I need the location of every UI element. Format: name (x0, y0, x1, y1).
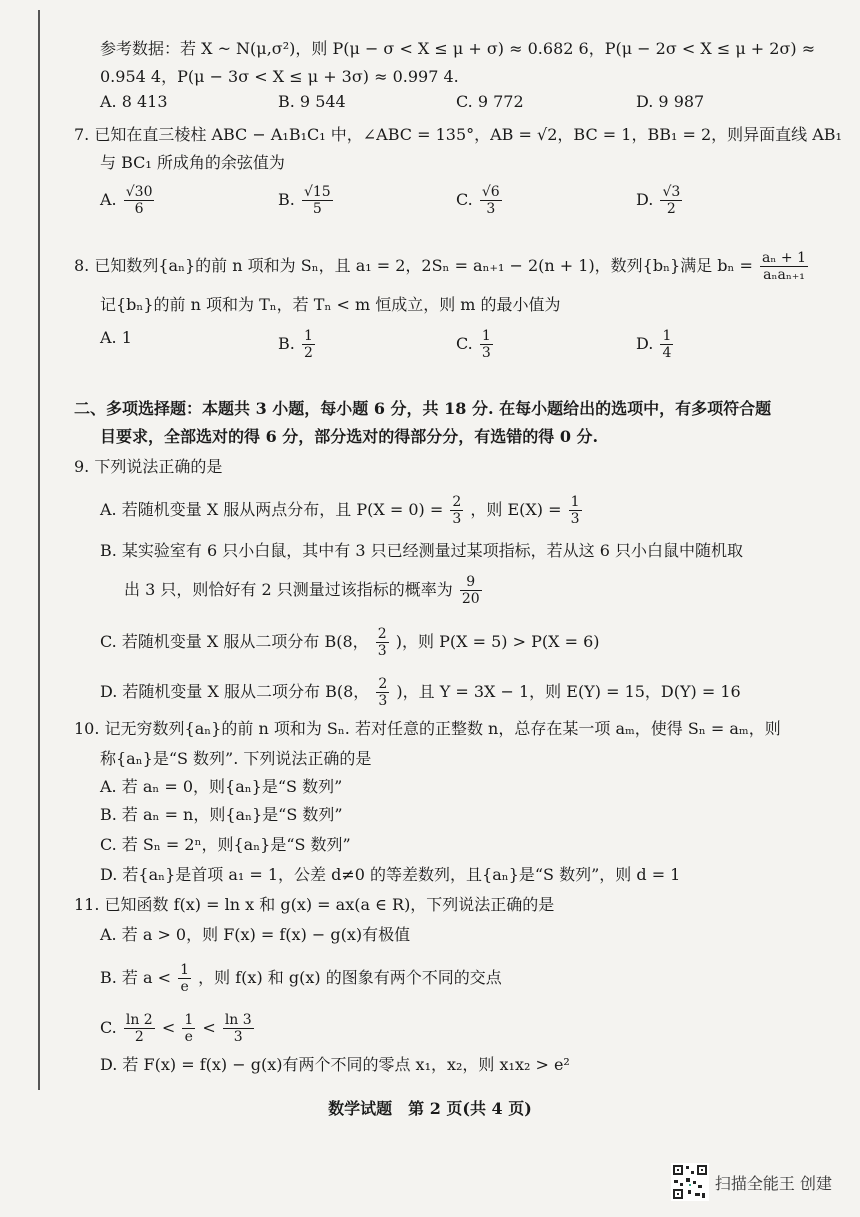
q8-option-b (278, 328, 317, 361)
q11-option-c (100, 1012, 256, 1045)
q7-option-b-fraction (302, 184, 333, 217)
q11-c-label: C. (100, 1018, 117, 1037)
q10-option-a: A. 若 aₙ = 0，则{aₙ}是“S 数列” (100, 777, 343, 796)
numerator: ln 2 (125, 1012, 153, 1028)
numerator: √15 (303, 184, 331, 200)
q11-option-a: A. 若 a > 0，则 F(x) = f(x) − g(x)有极值 (100, 925, 411, 944)
q9-option-c (100, 626, 600, 659)
q6-option-b: B. 9 544 (278, 92, 346, 111)
q8-option-b-fraction (302, 328, 315, 361)
numerator: 2 (452, 494, 462, 510)
numerator: ln 3 (224, 1012, 252, 1028)
numerator: 1 (481, 328, 491, 344)
q7-option-c-label: C. (456, 190, 473, 209)
q8-option-d (636, 328, 675, 361)
denominator: 3 (377, 643, 387, 659)
q8-option-c-fraction (480, 328, 493, 361)
denominator: 2 (134, 1029, 144, 1045)
margin-line (38, 10, 40, 1090)
denominator: 3 (486, 201, 496, 217)
denominator: aₙaₙ₊₁ (763, 267, 805, 283)
q11-title: 11. 已知函数 f(x) = ln x 和 g(x) = ax(a ∈ R)，下列说法正确的是 (74, 895, 555, 914)
q11-b-text-2: ，则 f(x) 和 g(x) 的图象有两个不同的交点 (198, 968, 502, 987)
q9-option-a (100, 494, 584, 527)
q11-option-b (100, 962, 502, 995)
reference-data-line-2: 0.954 4，P(μ − 3σ < X ≤ μ + 3σ) ≈ 0.997 4. (100, 67, 459, 86)
q11-b-fraction (178, 962, 191, 995)
q7-option-a (100, 184, 156, 217)
q8-option-b-label: B. (278, 334, 295, 353)
q9-option-d (100, 676, 741, 709)
q9-c-text-1: C. 若随机变量 X 服从二项分布 B(8， (100, 632, 369, 651)
q9-a-text-1: A. 若随机变量 X 服从两点分布，且 P(X = 0) = (100, 500, 444, 519)
denominator: 3 (481, 345, 491, 361)
denominator: 3 (452, 511, 462, 527)
q11-c-fraction-2 (182, 1012, 195, 1045)
q8-option-c (456, 328, 495, 361)
q8-option-c-label: C. (456, 334, 473, 353)
q9-option-b-line-2 (124, 574, 484, 607)
q7-option-c-fraction (480, 184, 502, 217)
denominator: 20 (461, 591, 480, 607)
numerator: 9 (460, 574, 482, 591)
q8-bn-fraction (760, 250, 808, 283)
scanner-watermark (671, 1163, 832, 1201)
q7-option-a-fraction (124, 184, 155, 217)
q9-b-text: 出 3 只，则恰好有 2 只测量过该指标的概率为 (124, 580, 453, 599)
q7-option-c (456, 184, 504, 217)
section-2-heading-line-1: 二、多项选择题：本题共 3 小题，每小题 6 分，共 18 分. 在每小题给出的选项中，有多项符合题 (74, 399, 772, 418)
q7-stem-line-1: 7. 已知在直三棱柱 ABC − A₁B₁C₁ 中，∠ABC = 135°，AB = √2，BC = 1，BB₁ = 2，则异面直线 AB₁ (74, 125, 842, 144)
denominator: e (180, 979, 189, 995)
denominator: 4 (662, 345, 672, 361)
q9-d-text-1: D. 若随机变量 X 服从二项分布 B(8， (100, 682, 370, 701)
less-than-sign: < (202, 1018, 216, 1037)
watermark-text: 扫描全能王 创建 (714, 1173, 832, 1193)
q8-stem-line-1 (74, 250, 810, 283)
denominator: 6 (134, 201, 144, 217)
q10-option-c: C. 若 Sₙ = 2ⁿ，则{aₙ}是“S 数列” (100, 835, 351, 854)
q11-c-fraction-1 (124, 1012, 155, 1045)
denominator: 3 (233, 1029, 243, 1045)
denominator: 3 (570, 511, 580, 527)
q7-option-b (278, 184, 335, 217)
q9-d-text-2: )，且 Y = 3X − 1，则 E(Y) = 15，D(Y) = 16 (396, 682, 741, 701)
q11-c-fraction-3 (223, 1012, 254, 1045)
q7-stem-line-2: 与 BC₁ 所成角的余弦值为 (100, 153, 285, 172)
q9-a-fraction-1 (450, 494, 463, 527)
page-footer: 数学试题 第 2 页(共 4 页) (328, 1099, 532, 1118)
q6-option-c: C. 9 772 (456, 92, 524, 111)
denominator: 2 (666, 201, 676, 217)
numerator: 1 (303, 328, 313, 344)
q9-a-text-2: ，则 E(X) = (470, 500, 562, 519)
denominator: 5 (312, 201, 322, 217)
q11-b-text-1: B. 若 a < (100, 968, 172, 987)
q8-option-d-label: D. (636, 334, 654, 353)
q11-option-d: D. 若 F(x) = f(x) − g(x)有两个不同的零点 x₁，x₂，则 x₁x₂ > e² (100, 1055, 570, 1074)
denominator: 3 (378, 693, 388, 709)
q9-b-fraction (460, 574, 482, 607)
numerator: 1 (570, 494, 580, 510)
q7-option-d-label: D. (636, 190, 654, 209)
q8-stem-line-2: 记{bₙ}的前 n 项和为 Tₙ，若 Tₙ < m 恒成立，则 m 的最小值为 (100, 295, 561, 314)
q9-c-text-2: )，则 P(X = 5) > P(X = 6) (395, 632, 600, 651)
q8-option-a: A. 1 (100, 328, 132, 347)
numerator: aₙ + 1 (762, 250, 806, 266)
numerator: 2 (377, 626, 387, 642)
numerator: 2 (378, 676, 388, 692)
q10-stem-line-2: 称{aₙ}是“S 数列”. 下列说法正确的是 (100, 749, 372, 768)
section-2-heading-line-2: 目要求，全部选对的得 6 分，部分选对的得部分分，有选错的得 0 分. (100, 427, 599, 446)
numerator: 1 (662, 328, 672, 344)
q9-option-b-line-1: B. 某实验室有 6 只小白鼠，其中有 3 只已经测量过某项指标，若从这 6 只小白鼠中随机取 (100, 541, 743, 560)
numerator: √6 (481, 184, 500, 200)
numerator: √30 (125, 184, 153, 200)
q7-option-a-label: A. (100, 190, 117, 209)
less-than-sign: < (161, 1018, 176, 1037)
q9-a-fraction-2 (569, 494, 582, 527)
q9-title: 9. 下列说法正确的是 (74, 457, 223, 476)
q6-option-d: D. 9 987 (636, 92, 705, 111)
q10-stem-line-1: 10. 记无穷数列{aₙ}的前 n 项和为 Sₙ. 若对任意的正整数 n，总存在某一项 aₘ，使得 Sₙ = aₘ，则 (74, 719, 781, 738)
q9-c-fraction (376, 626, 389, 659)
q9-d-fraction (376, 676, 389, 709)
denominator: 2 (303, 345, 313, 361)
numerator: 1 (184, 1012, 194, 1028)
q6-option-a: A. 8 413 (100, 92, 168, 111)
qr-code-icon (671, 1163, 709, 1201)
q7-option-b-label: B. (278, 190, 295, 209)
q8-stem-text: 8. 已知数列{aₙ}的前 n 项和为 Sₙ，且 a₁ = 2，2Sₙ = aₙ₊₁ − 2(n + 1)，数列{bₙ}满足 bₙ = (74, 256, 753, 275)
reference-data-line-1: 参考数据：若 X ~ N(μ,σ²)，则 P(μ − σ < X ≤ μ + σ) ≈ 0.682 6，P(μ − 2σ < X ≤ μ + 2σ) ≈ (100, 39, 816, 58)
numerator: √3 (662, 184, 681, 200)
q8-option-d-fraction (660, 328, 673, 361)
q10-option-d: D. 若{aₙ}是首项 a₁ = 1，公差 d≠0 的等差数列，且{aₙ}是“S 数列”，则 d = 1 (100, 865, 681, 884)
q10-option-b: B. 若 aₙ = n，则{aₙ}是“S 数列” (100, 805, 343, 824)
q7-option-d-fraction (660, 184, 682, 217)
denominator: e (184, 1029, 193, 1045)
numerator: 1 (180, 962, 190, 978)
q7-option-d (636, 184, 684, 217)
